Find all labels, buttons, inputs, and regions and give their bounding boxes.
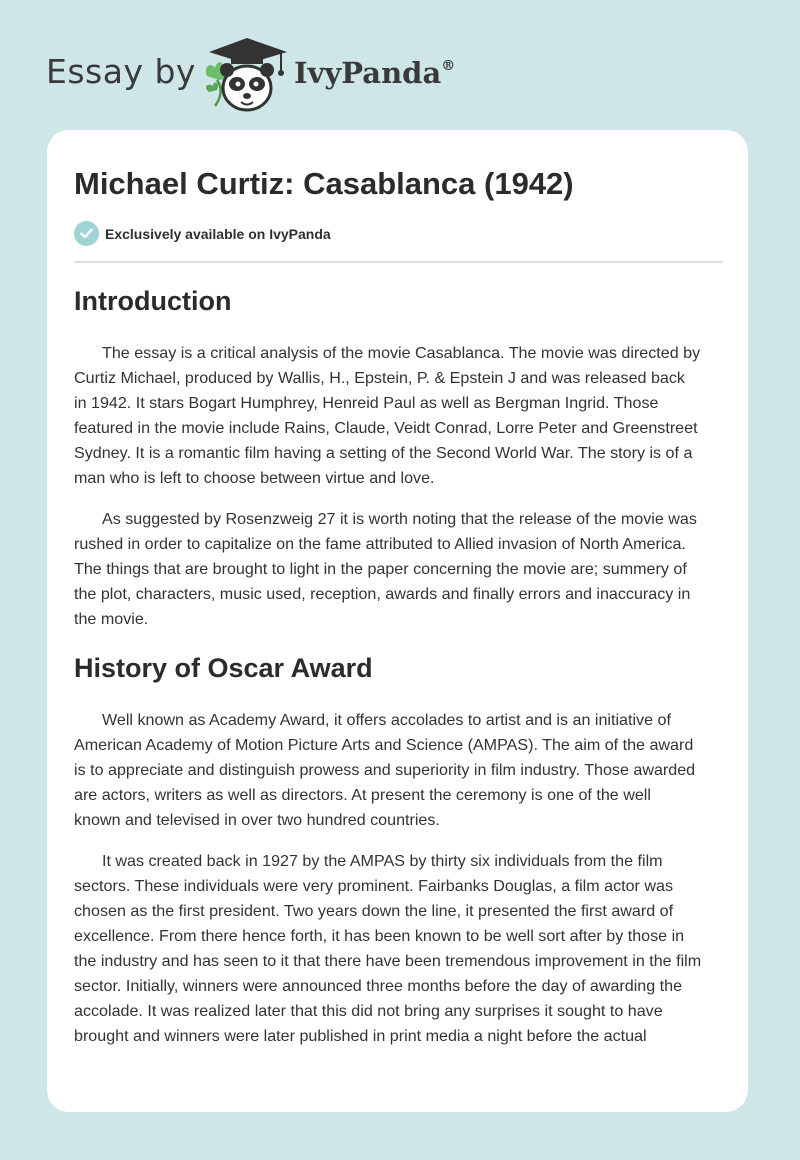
exclusive-badge-label: Exclusively available on IvyPanda xyxy=(105,225,331,242)
section-heading: History of Oscar Award xyxy=(74,653,373,683)
check-circle-icon xyxy=(74,221,99,246)
paragraph: The essay is a critical analysis of the movie Casablanca. The movie was directed by Curtiz Michael, produced by Wallis, H., Epstein, P. & Epstein J and was released back in 1942. It stars Bogart Humphrey, Henreid Paul as well as Bergman Ingrid. Those featured in the movie include Rains, Claude, Veidt Conrad, Lorre Peter and Greenstreet Sydney. It is a romantic film having a setting of the Second World War. The story is of a man who is left to choose between virtue and love. xyxy=(74,344,701,487)
section-heading: Introduction xyxy=(74,286,232,316)
essay-by-label: Essay by xyxy=(46,52,196,91)
brand-name[interactable] xyxy=(294,56,455,90)
exclusive-badge xyxy=(74,221,331,246)
section-history-of-oscar-award xyxy=(74,647,724,1049)
registered-mark: ® xyxy=(441,58,456,74)
essay-body xyxy=(74,280,724,1049)
title-divider xyxy=(74,261,723,263)
essay-card xyxy=(47,130,748,1112)
brand-name-text: IvyPanda xyxy=(294,56,442,90)
paragraph: Well known as Academy Award, it offers accolades to artist and is an initiative of American Academy of Motion Picture Arts and Science (AMPAS). The aim of the award is to appreciate and distinguish prowess and superiority in film industry. Those awarded are actors, writers as well as directors. At present the ceremony is one of the well known and televised in over two hundred countries. xyxy=(74,711,696,829)
site-header xyxy=(46,28,766,118)
essay-title: Michael Curtiz: Casablanca (1942) xyxy=(74,166,574,201)
paragraph: It was created back in 1927 by the AMPAS by thirty six individuals from the film sectors. These individuals were very prominent. Fairbanks Douglas, a film actor was chosen as the first president. Two years down the line, it presented the first award of excellence. From there hence forth, it has been known to be well sort after by those in the industry and has seen to it that there have been tremendous improvement in the film sector. Initially, winners were announced three months before the day of awarding the accolade. It was realized later that this did not bring any surprises it sought to have brought and winners were later published in print media a night before the actual xyxy=(74,852,702,1045)
paragraph: As suggested by Rosenzweig 27 it is worth noting that the release of the movie was rushed in order to capitalize on the fame attributed to Allied invasion of North America. The things that are brought to light in the paper concerning the movie are; summery of the plot, characters, music used, reception, awards and finally errors and inaccuracy in the movie. xyxy=(74,510,697,628)
section-introduction xyxy=(74,280,724,632)
panda-graduate-logo-icon[interactable] xyxy=(201,36,293,116)
